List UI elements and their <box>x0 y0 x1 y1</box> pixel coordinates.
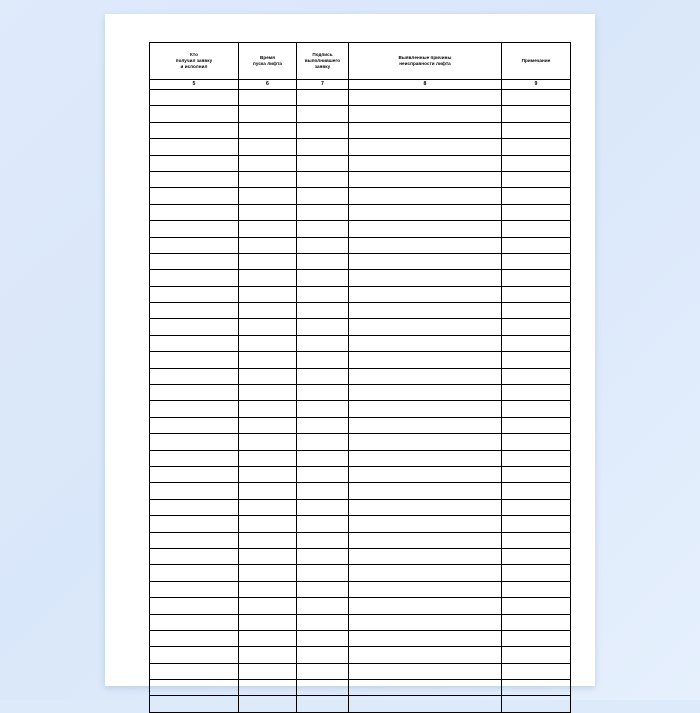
table-cell-empty[interactable] <box>297 155 349 171</box>
table-row[interactable] <box>150 598 571 614</box>
table-cell-empty[interactable] <box>297 171 349 187</box>
table-cell-empty[interactable] <box>297 499 349 515</box>
table-cell-empty[interactable] <box>349 303 502 319</box>
table-cell-empty[interactable] <box>297 630 349 646</box>
table-cell-empty[interactable] <box>150 516 239 532</box>
table-cell-empty[interactable] <box>349 106 502 122</box>
table-row[interactable] <box>150 450 571 466</box>
table-cell-empty[interactable] <box>297 532 349 548</box>
table-cell-empty[interactable] <box>502 565 571 581</box>
table-cell-empty[interactable] <box>150 434 239 450</box>
table-row[interactable] <box>150 532 571 548</box>
table-cell-empty[interactable] <box>502 598 571 614</box>
table-cell-empty[interactable] <box>239 188 297 204</box>
table-cell-empty[interactable] <box>239 466 297 482</box>
table-cell-empty[interactable] <box>150 499 239 515</box>
table-cell-empty[interactable] <box>239 499 297 515</box>
table-cell-empty[interactable] <box>150 647 239 663</box>
table-cell-empty[interactable] <box>150 106 239 122</box>
table-cell-empty[interactable] <box>239 532 297 548</box>
column-header-signature <box>297 43 349 80</box>
table-cell-empty[interactable] <box>150 171 239 187</box>
table-cell-empty[interactable] <box>349 466 502 482</box>
table-cell-empty[interactable] <box>349 155 502 171</box>
table-cell-empty[interactable] <box>297 565 349 581</box>
table-cell-empty[interactable] <box>502 680 571 696</box>
table-header-row <box>150 43 571 80</box>
table-cell-empty[interactable] <box>297 319 349 335</box>
table-cell-empty[interactable] <box>502 155 571 171</box>
table-cell-empty[interactable] <box>297 598 349 614</box>
table-cell-empty[interactable] <box>150 680 239 696</box>
table-cell-empty[interactable] <box>297 221 349 237</box>
column-header-text: Подпись выполнившего заявку <box>304 51 341 70</box>
table-row[interactable] <box>150 516 571 532</box>
table-cell-empty[interactable] <box>349 188 502 204</box>
table-cell-empty[interactable] <box>239 450 297 466</box>
table-cell-empty[interactable] <box>349 237 502 253</box>
table-cell-empty[interactable] <box>502 286 571 302</box>
table-cell-empty[interactable] <box>349 565 502 581</box>
table-cell-empty[interactable] <box>150 237 239 253</box>
table-cell-empty[interactable] <box>150 385 239 401</box>
table-row[interactable] <box>150 368 571 384</box>
table-cell-empty[interactable] <box>150 450 239 466</box>
register-table <box>149 42 571 713</box>
table-cell-empty[interactable] <box>349 516 502 532</box>
column-number-cell: 7 <box>297 80 349 90</box>
table-cell-empty[interactable] <box>150 565 239 581</box>
table-cell-empty[interactable] <box>297 680 349 696</box>
table-cell-empty[interactable] <box>297 335 349 351</box>
table-cell-empty[interactable] <box>349 483 502 499</box>
table-cell-empty[interactable] <box>239 680 297 696</box>
column-header-text: Кто получил заявку и исполнил <box>175 51 213 70</box>
table-cell-empty[interactable] <box>239 335 297 351</box>
table-cell-empty[interactable] <box>150 253 239 269</box>
table-cell-empty[interactable] <box>239 122 297 138</box>
table-cell-empty[interactable] <box>239 221 297 237</box>
table-row[interactable] <box>150 335 571 351</box>
table-row[interactable] <box>150 630 571 646</box>
table-cell-empty[interactable] <box>349 532 502 548</box>
table-cell-empty[interactable] <box>239 368 297 384</box>
table-cell-empty[interactable] <box>502 106 571 122</box>
table-cell-empty[interactable] <box>297 122 349 138</box>
table-cell-empty[interactable] <box>502 630 571 646</box>
table-row[interactable] <box>150 188 571 204</box>
table-cell-empty[interactable] <box>349 680 502 696</box>
table-cell-empty[interactable] <box>502 581 571 597</box>
table-row[interactable] <box>150 286 571 302</box>
table-cell-empty[interactable] <box>239 483 297 499</box>
table-cell-empty[interactable] <box>297 90 349 106</box>
table-cell-empty[interactable] <box>150 532 239 548</box>
table-cell-empty[interactable] <box>502 352 571 368</box>
table-cell-empty[interactable] <box>297 352 349 368</box>
table-cell-empty[interactable] <box>349 647 502 663</box>
register-table-area <box>149 42 565 713</box>
table-cell-empty[interactable] <box>239 253 297 269</box>
table-row[interactable] <box>150 466 571 482</box>
table-cell-empty[interactable] <box>239 319 297 335</box>
table-cell-empty[interactable] <box>150 335 239 351</box>
table-cell-empty[interactable] <box>502 253 571 269</box>
table-cell-empty[interactable] <box>297 303 349 319</box>
table-cell-empty[interactable] <box>502 171 571 187</box>
table-cell-empty[interactable] <box>349 434 502 450</box>
table-cell-empty[interactable] <box>349 598 502 614</box>
table-cell-empty[interactable] <box>239 434 297 450</box>
table-cell-empty[interactable] <box>239 352 297 368</box>
table-cell-empty[interactable] <box>297 581 349 597</box>
table-cell-empty[interactable] <box>150 188 239 204</box>
column-number-cell: 8 <box>349 80 502 90</box>
column-number-cell: 9 <box>502 80 571 90</box>
table-cell-empty[interactable] <box>150 319 239 335</box>
table-cell-empty[interactable] <box>239 663 297 679</box>
table-row[interactable] <box>150 122 571 138</box>
table-row[interactable] <box>150 319 571 335</box>
table-row[interactable] <box>150 434 571 450</box>
table-cell-empty[interactable] <box>239 630 297 646</box>
table-cell-empty[interactable] <box>297 663 349 679</box>
table-cell-empty[interactable] <box>150 466 239 482</box>
table-cell-empty[interactable] <box>297 368 349 384</box>
table-cell-empty[interactable] <box>349 352 502 368</box>
table-cell-empty[interactable] <box>502 122 571 138</box>
table-cell-empty[interactable] <box>297 466 349 482</box>
table-cell-empty[interactable] <box>349 171 502 187</box>
table-cell-empty[interactable] <box>502 90 571 106</box>
table-cell-empty[interactable] <box>349 122 502 138</box>
table-row[interactable] <box>150 253 571 269</box>
table-cell-empty[interactable] <box>150 139 239 155</box>
table-cell-empty[interactable] <box>502 516 571 532</box>
table-cell-empty[interactable] <box>502 548 571 564</box>
table-cell-empty[interactable] <box>349 614 502 630</box>
table-cell-empty[interactable] <box>502 335 571 351</box>
table-cell-empty[interactable] <box>150 368 239 384</box>
table-cell-empty[interactable] <box>349 385 502 401</box>
table-cell-empty[interactable] <box>349 581 502 597</box>
table-cell-empty[interactable] <box>239 417 297 433</box>
table-row[interactable] <box>150 106 571 122</box>
table-row[interactable] <box>150 204 571 220</box>
table-cell-empty[interactable] <box>239 565 297 581</box>
table-cell-empty[interactable] <box>502 466 571 482</box>
table-row[interactable] <box>150 139 571 155</box>
table-cell-empty[interactable] <box>349 499 502 515</box>
table-cell-empty[interactable] <box>297 548 349 564</box>
column-number-cell: 5 <box>150 80 239 90</box>
table-cell-empty[interactable] <box>502 303 571 319</box>
table-cell-empty[interactable] <box>349 630 502 646</box>
table-cell-empty[interactable] <box>150 303 239 319</box>
table-cell-empty[interactable] <box>239 204 297 220</box>
table-cell-empty[interactable] <box>297 417 349 433</box>
table-cell-empty[interactable] <box>502 204 571 220</box>
table-cell-empty[interactable] <box>297 139 349 155</box>
table-cell-empty[interactable] <box>239 270 297 286</box>
table-cell-empty[interactable] <box>239 237 297 253</box>
table-cell-empty[interactable] <box>150 270 239 286</box>
table-row[interactable] <box>150 237 571 253</box>
table-cell-empty[interactable] <box>150 401 239 417</box>
table-cell-empty[interactable] <box>502 434 571 450</box>
table-cell-empty[interactable] <box>297 188 349 204</box>
table-row[interactable] <box>150 171 571 187</box>
table-cell-empty[interactable] <box>239 401 297 417</box>
table-cell-empty[interactable] <box>349 417 502 433</box>
table-cell-empty[interactable] <box>150 352 239 368</box>
document-sheet <box>105 14 595 686</box>
table-cell-empty[interactable] <box>502 483 571 499</box>
table-cell-empty[interactable] <box>150 548 239 564</box>
table-cell-empty[interactable] <box>239 303 297 319</box>
table-cell-empty[interactable] <box>297 270 349 286</box>
table-row[interactable] <box>150 680 571 696</box>
table-row[interactable] <box>150 663 571 679</box>
table-cell-empty[interactable] <box>150 696 239 712</box>
table-cell-empty[interactable] <box>297 204 349 220</box>
table-cell-empty[interactable] <box>150 663 239 679</box>
table-cell-empty[interactable] <box>150 417 239 433</box>
table-cell-empty[interactable] <box>297 253 349 269</box>
table-row[interactable] <box>150 385 571 401</box>
table-cell-empty[interactable] <box>150 155 239 171</box>
table-cell-empty[interactable] <box>349 221 502 237</box>
table-cell-empty[interactable] <box>502 368 571 384</box>
table-cell-empty[interactable] <box>349 548 502 564</box>
table-cell-empty[interactable] <box>239 647 297 663</box>
table-cell-empty[interactable] <box>349 368 502 384</box>
table-cell-empty[interactable] <box>349 401 502 417</box>
table-cell-empty[interactable] <box>239 139 297 155</box>
column-header-text: Выявленные причины неисправности лифта <box>398 54 452 66</box>
table-cell-empty[interactable] <box>502 499 571 515</box>
table-cell-empty[interactable] <box>502 139 571 155</box>
table-row[interactable] <box>150 90 571 106</box>
table-cell-empty[interactable] <box>239 286 297 302</box>
table-cell-empty[interactable] <box>239 171 297 187</box>
table-column-number-row <box>150 80 571 90</box>
table-cell-empty[interactable] <box>239 614 297 630</box>
table-cell-empty[interactable] <box>297 483 349 499</box>
table-row[interactable] <box>150 696 571 712</box>
table-cell-empty[interactable] <box>502 319 571 335</box>
table-cell-empty[interactable] <box>297 237 349 253</box>
table-cell-empty[interactable] <box>502 385 571 401</box>
table-cell-empty[interactable] <box>297 516 349 532</box>
table-cell-empty[interactable] <box>349 319 502 335</box>
table-cell-empty[interactable] <box>150 630 239 646</box>
table-cell-empty[interactable] <box>239 581 297 597</box>
table-cell-empty[interactable] <box>297 696 349 712</box>
table-cell-empty[interactable] <box>349 335 502 351</box>
column-header-who-received <box>150 43 239 80</box>
table-cell-empty[interactable] <box>297 385 349 401</box>
table-cell-empty[interactable] <box>150 122 239 138</box>
table-cell-empty[interactable] <box>150 221 239 237</box>
table-cell-empty[interactable] <box>502 696 571 712</box>
table-cell-empty[interactable] <box>349 139 502 155</box>
table-cell-empty[interactable] <box>349 253 502 269</box>
table-row[interactable] <box>150 565 571 581</box>
table-row[interactable] <box>150 352 571 368</box>
table-cell-empty[interactable] <box>502 270 571 286</box>
table-cell-empty[interactable] <box>297 434 349 450</box>
table-cell-empty[interactable] <box>502 663 571 679</box>
table-cell-empty[interactable] <box>239 155 297 171</box>
table-cell-empty[interactable] <box>502 401 571 417</box>
table-cell-empty[interactable] <box>239 598 297 614</box>
table-cell-empty[interactable] <box>150 204 239 220</box>
table-cell-empty[interactable] <box>349 286 502 302</box>
table-cell-empty[interactable] <box>150 90 239 106</box>
table-row[interactable] <box>150 401 571 417</box>
table-cell-empty[interactable] <box>239 106 297 122</box>
column-header-start-time <box>239 43 297 80</box>
table-cell-empty[interactable] <box>502 532 571 548</box>
table-cell-empty[interactable] <box>349 204 502 220</box>
table-cell-empty[interactable] <box>502 417 571 433</box>
table-cell-empty[interactable] <box>297 401 349 417</box>
table-row[interactable] <box>150 581 571 597</box>
table-cell-empty[interactable] <box>297 614 349 630</box>
table-row[interactable] <box>150 417 571 433</box>
table-cell-empty[interactable] <box>349 696 502 712</box>
table-cell-empty[interactable] <box>297 286 349 302</box>
table-row[interactable] <box>150 270 571 286</box>
table-cell-empty[interactable] <box>502 221 571 237</box>
table-cell-empty[interactable] <box>502 647 571 663</box>
table-row[interactable] <box>150 303 571 319</box>
table-cell-empty[interactable] <box>150 286 239 302</box>
table-cell-empty[interactable] <box>239 385 297 401</box>
column-header-notes <box>502 43 571 80</box>
column-number-cell: 6 <box>239 80 297 90</box>
column-header-causes <box>349 43 502 80</box>
table-cell-empty[interactable] <box>239 548 297 564</box>
column-header-text: Время пуска лифта <box>253 54 282 66</box>
table-cell-empty[interactable] <box>239 516 297 532</box>
table-cell-empty[interactable] <box>502 450 571 466</box>
table-cell-empty[interactable] <box>239 696 297 712</box>
table-row[interactable] <box>150 221 571 237</box>
table-row[interactable] <box>150 647 571 663</box>
table-cell-empty[interactable] <box>349 450 502 466</box>
table-cell-empty[interactable] <box>297 450 349 466</box>
table-body <box>150 43 571 713</box>
table-cell-empty[interactable] <box>297 647 349 663</box>
table-row[interactable] <box>150 614 571 630</box>
table-cell-empty[interactable] <box>239 90 297 106</box>
table-cell-empty[interactable] <box>349 270 502 286</box>
table-cell-empty[interactable] <box>502 614 571 630</box>
table-cell-empty[interactable] <box>150 614 239 630</box>
table-row[interactable] <box>150 155 571 171</box>
table-cell-empty[interactable] <box>349 663 502 679</box>
table-row[interactable] <box>150 483 571 499</box>
table-row[interactable] <box>150 499 571 515</box>
table-cell-empty[interactable] <box>150 598 239 614</box>
table-cell-empty[interactable] <box>502 188 571 204</box>
table-cell-empty[interactable] <box>349 90 502 106</box>
table-cell-empty[interactable] <box>150 483 239 499</box>
table-cell-empty[interactable] <box>150 581 239 597</box>
table-row[interactable] <box>150 548 571 564</box>
table-cell-empty[interactable] <box>297 106 349 122</box>
table-cell-empty[interactable] <box>502 237 571 253</box>
column-header-text: Примечание <box>521 57 551 63</box>
